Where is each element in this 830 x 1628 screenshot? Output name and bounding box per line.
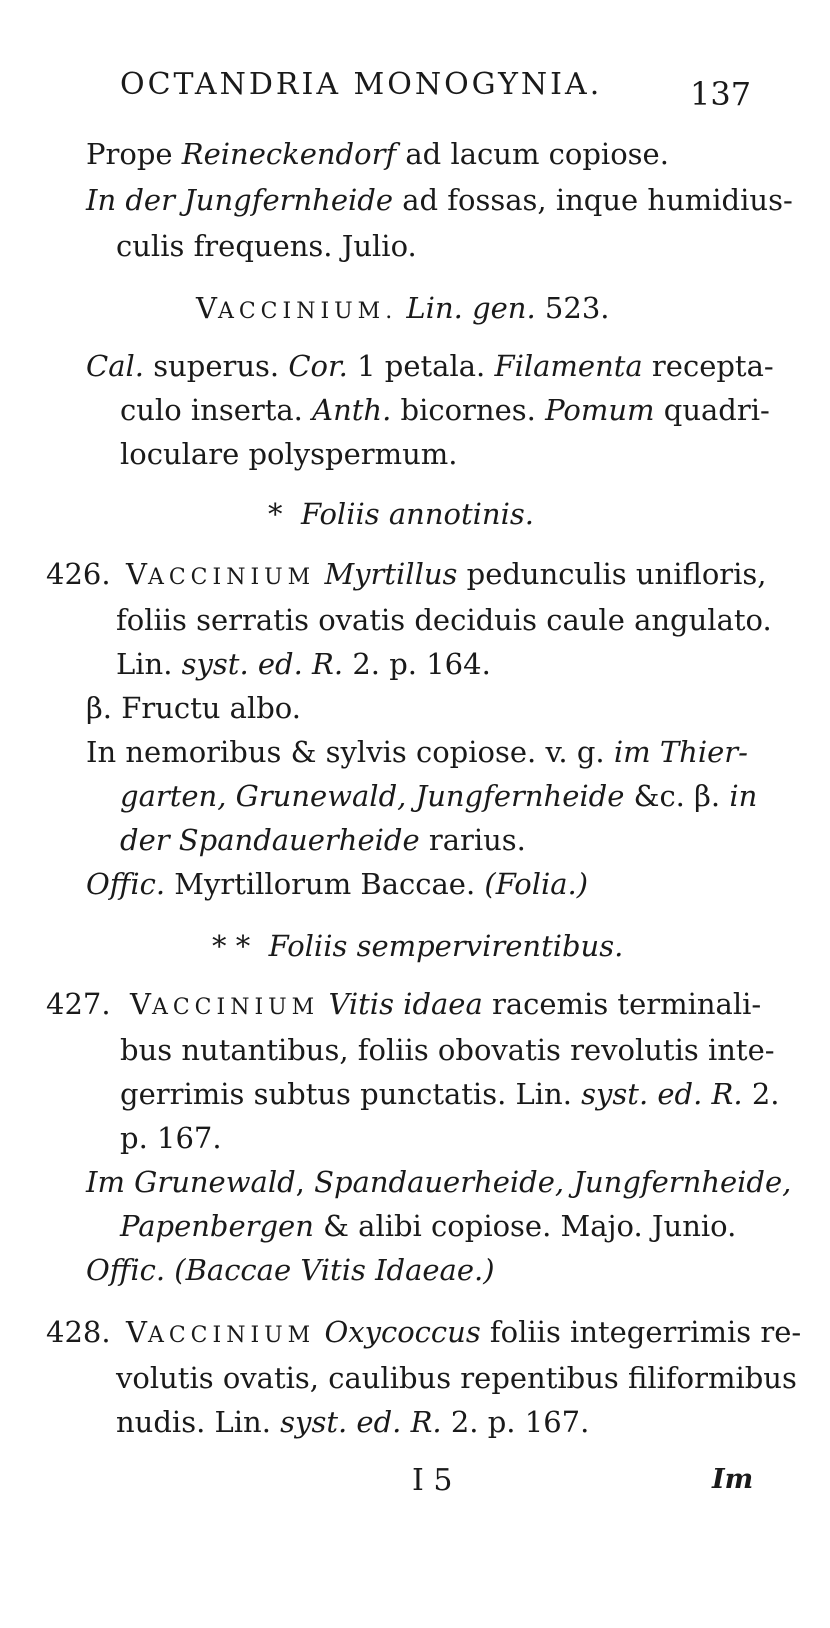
running-title: OCTANDRIA MONOGYNIA. <box>120 67 603 102</box>
species-428-line-2: volutis ovatis, caulibus repentibus filiformibus <box>116 1361 797 1395</box>
species-426-line-1: VACCINIUM Myrtillus pedunculis unifloris, <box>126 557 767 591</box>
species-427-offic: Offic. (Baccae Vitis Idaeae.) <box>86 1253 495 1287</box>
species-427-line-1: VACCINIUM Vitis idaea racemis terminali- <box>130 987 762 1021</box>
species-428-line-3: nudis. Lin. syst. ed. R. 2. p. 167. <box>116 1405 590 1439</box>
species-number-428: 428. <box>46 1315 111 1349</box>
species-427-line-3: gerrimis subtus punctatis. Lin. syst. ed. R. 2. <box>120 1077 780 1111</box>
intro-line-1: Prope Reineckendorf ad lacum copiose. <box>86 137 669 171</box>
species-427-line-4: p. 167. <box>120 1121 222 1155</box>
genus-desc-line-1: Cal. superus. Cor. 1 petala. Filamenta recepta- <box>86 349 774 383</box>
species-426-line-6: garten, Grunewald, Jungfernheide &c. β. in <box>120 779 758 813</box>
species-number-426: 426. <box>46 557 111 591</box>
species-428-line-1: VACCINIUM Oxycoccus foliis integerrimis re- <box>126 1315 802 1349</box>
species-426-line-7: der Spandauerheide rarius. <box>120 823 526 857</box>
species-426-line-5: In nemoribus & sylvis copiose. v. g. im Thier- <box>86 735 748 769</box>
genus-heading: VACCINIUM. Lin. gen. 523. <box>196 291 610 325</box>
page-number: 137 <box>690 75 752 113</box>
intro-line-2: In der Jungfernheide ad fossas, inque humidius- <box>86 183 793 217</box>
section-heading-annotinis: * Foliis annotinis. <box>268 497 534 531</box>
species-426-offic: Offic. Myrtillorum Baccae. (Folia.) <box>86 867 589 901</box>
intro-line-3: culis frequens. Julio. <box>116 229 417 263</box>
species-427-line-2: bus nutantibus, foliis obovatis revolutis inte- <box>120 1033 775 1067</box>
species-426-line-2: foliis serratis ovatis deciduis caule angulato. <box>116 603 772 637</box>
species-427-line-6: Papenbergen & alibi copiose. Majo. Junio. <box>120 1209 737 1243</box>
species-426-variety: β. Fructu albo. <box>86 691 301 725</box>
section-heading-sempervirentibus: * * Foliis sempervirentibus. <box>212 929 624 963</box>
species-427-line-5: Im Grunewald, Spandauerheide, Jungfernheide, <box>86 1165 792 1199</box>
genus-desc-line-3: loculare polyspermum. <box>120 437 458 471</box>
genus-desc-line-2: culo inserta. Anth. bicornes. Pomum quadri- <box>120 393 770 427</box>
species-426-line-3: Lin. syst. ed. R. 2. p. 164. <box>116 647 491 681</box>
catchword: Im <box>712 1464 754 1495</box>
signature-mark: I 5 <box>412 1463 453 1498</box>
species-number-427: 427. <box>46 987 111 1021</box>
